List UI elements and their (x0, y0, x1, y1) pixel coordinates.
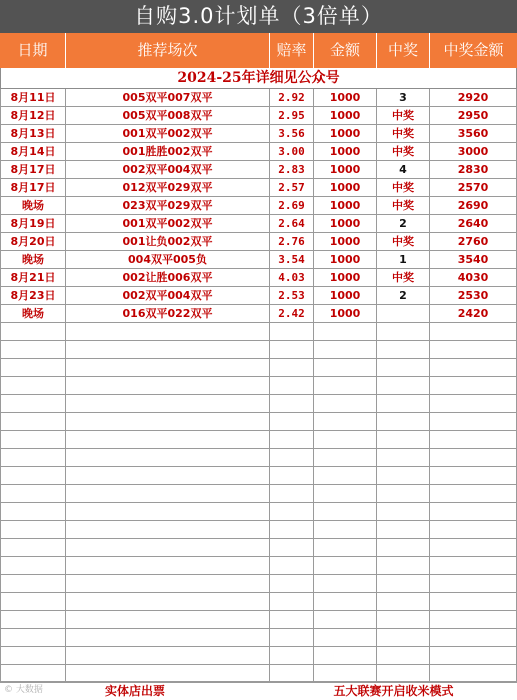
odds-cell (270, 341, 314, 358)
table-row[interactable] (0, 233, 517, 251)
table-row[interactable] (0, 305, 517, 323)
hit-cell (377, 359, 430, 376)
amount-cell: 1000 (314, 89, 377, 106)
hit-cell (377, 611, 430, 628)
table-row[interactable] (0, 539, 517, 557)
table-row[interactable] (0, 377, 517, 395)
date-cell: 8月13日 (0, 125, 66, 142)
odds-cell (270, 413, 314, 430)
hit-cell: 中奖 (377, 269, 430, 286)
match-cell (66, 359, 270, 376)
hit-cell (377, 413, 430, 430)
hit-cell (377, 305, 430, 322)
table-row[interactable] (0, 89, 517, 107)
amount-cell (314, 539, 377, 556)
table-row[interactable] (0, 287, 517, 305)
match-cell: 002双平004双平 (66, 161, 270, 178)
hit-cell (377, 323, 430, 340)
prize-cell (430, 575, 517, 592)
amount-cell (314, 413, 377, 430)
prize-cell: 3000 (430, 143, 517, 160)
date-cell (0, 557, 66, 574)
odds-cell: 3.00 (270, 143, 314, 160)
hit-cell (377, 341, 430, 358)
prize-cell: 2530 (430, 287, 517, 304)
amount-cell (314, 395, 377, 412)
hit-cell: 2 (377, 287, 430, 304)
amount-cell (314, 503, 377, 520)
odds-cell (270, 467, 314, 484)
table-row[interactable] (0, 503, 517, 521)
amount-cell (314, 557, 377, 574)
amount-cell (314, 341, 377, 358)
table-row[interactable] (0, 431, 517, 449)
prize-cell (430, 323, 517, 340)
amount-cell: 1000 (314, 197, 377, 214)
table-row[interactable] (0, 179, 517, 197)
amount-cell (314, 647, 377, 664)
date-cell (0, 575, 66, 592)
table-row[interactable] (0, 251, 517, 269)
odds-cell (270, 377, 314, 394)
amount-cell (314, 629, 377, 646)
match-cell: 001双平002双平 (66, 125, 270, 142)
table-row[interactable] (0, 611, 517, 629)
date-cell (0, 431, 66, 448)
prize-cell: 2920 (430, 89, 517, 106)
odds-cell: 2.42 (270, 305, 314, 322)
amount-cell: 1000 (314, 251, 377, 268)
prize-cell: 3540 (430, 251, 517, 268)
hit-cell (377, 521, 430, 538)
prize-cell: 2420 (430, 305, 517, 322)
odds-cell: 2.53 (270, 287, 314, 304)
hit-cell: 中奖 (377, 143, 430, 160)
match-cell (66, 647, 270, 664)
odds-cell (270, 323, 314, 340)
amount-cell (314, 521, 377, 538)
date-cell: 8月20日 (0, 233, 66, 250)
match-cell (66, 575, 270, 592)
table-row[interactable] (0, 269, 517, 287)
amount-cell (314, 485, 377, 502)
match-cell: 001让负002双平 (66, 233, 270, 250)
hit-cell: 2 (377, 215, 430, 232)
table-row[interactable] (0, 647, 517, 665)
date-cell (0, 539, 66, 556)
date-cell (0, 629, 66, 646)
table-row[interactable] (0, 449, 517, 467)
amount-cell: 1000 (314, 269, 377, 286)
hit-cell: 1 (377, 251, 430, 268)
odds-cell: 2.76 (270, 233, 314, 250)
prize-cell: 2760 (430, 233, 517, 250)
date-cell: 8月12日 (0, 107, 66, 124)
date-cell (0, 485, 66, 502)
date-cell (0, 449, 66, 466)
date-cell (0, 665, 66, 682)
amount-cell (314, 467, 377, 484)
prize-cell (430, 647, 517, 664)
match-cell (66, 503, 270, 520)
watermark-logo: © 大数据 (4, 685, 43, 695)
date-cell: 8月19日 (0, 215, 66, 232)
amount-cell: 1000 (314, 305, 377, 322)
odds-cell: 2.95 (270, 107, 314, 124)
date-cell (0, 593, 66, 610)
match-cell (66, 611, 270, 628)
hit-cell (377, 467, 430, 484)
odds-cell: 4.03 (270, 269, 314, 286)
date-cell (0, 323, 66, 340)
date-cell (0, 341, 66, 358)
prize-cell: 3560 (430, 125, 517, 142)
table-row[interactable] (0, 359, 517, 377)
prize-cell (430, 539, 517, 556)
prize-cell (430, 341, 517, 358)
match-cell (66, 341, 270, 358)
odds-cell: 3.54 (270, 251, 314, 268)
table-row[interactable] (0, 413, 517, 431)
hit-cell (377, 629, 430, 646)
hit-cell (377, 647, 430, 664)
prize-cell (430, 557, 517, 574)
amount-cell (314, 665, 377, 682)
match-cell (66, 593, 270, 610)
match-cell: 002让胜006双平 (66, 269, 270, 286)
prize-cell (430, 611, 517, 628)
hit-cell: 中奖 (377, 233, 430, 250)
date-cell (0, 413, 66, 430)
amount-cell: 1000 (314, 179, 377, 196)
amount-cell: 1000 (314, 107, 377, 124)
col-odds-header[interactable]: 赔率 (270, 33, 314, 68)
odds-cell: 2.69 (270, 197, 314, 214)
date-cell (0, 359, 66, 376)
table-row[interactable] (0, 557, 517, 575)
odds-cell: 2.64 (270, 215, 314, 232)
prize-cell: 2830 (430, 161, 517, 178)
amount-cell (314, 611, 377, 628)
odds-cell (270, 503, 314, 520)
date-cell: 8月17日 (0, 161, 66, 178)
sheet-title: 自购3.0计划单（3倍单） (0, 0, 517, 33)
hit-cell (377, 557, 430, 574)
col-prize-header[interactable]: 中奖金额 (443, 41, 504, 59)
match-cell (66, 377, 270, 394)
prize-cell (430, 629, 517, 646)
odds-cell (270, 593, 314, 610)
table-row[interactable] (0, 107, 517, 125)
prize-cell: 2640 (430, 215, 517, 232)
match-cell: 023双平029双平 (66, 197, 270, 214)
match-cell (66, 467, 270, 484)
prize-cell (430, 485, 517, 502)
prize-cell (430, 413, 517, 430)
match-cell: 005双平008双平 (66, 107, 270, 124)
hit-cell (377, 431, 430, 448)
col-amount-header[interactable]: 金额 (314, 33, 377, 68)
prize-cell (430, 593, 517, 610)
amount-cell (314, 593, 377, 610)
hit-cell (377, 395, 430, 412)
odds-cell (270, 359, 314, 376)
prize-cell (430, 377, 517, 394)
table-row[interactable] (0, 593, 517, 611)
footer-right-note: 五大联赛开启收米模式 (333, 684, 454, 698)
table-row[interactable] (0, 161, 517, 179)
odds-cell: 2.57 (270, 179, 314, 196)
amount-cell (314, 377, 377, 394)
footer-left-note: 实体店出票 (104, 684, 165, 698)
date-cell: 8月21日 (0, 269, 66, 286)
date-cell: 晚场 (0, 197, 66, 214)
odds-cell (270, 485, 314, 502)
prize-cell (430, 521, 517, 538)
table-row[interactable] (0, 485, 517, 503)
amount-cell: 1000 (314, 287, 377, 304)
match-cell: 002双平004双平 (66, 287, 270, 304)
match-cell (66, 485, 270, 502)
footer-bar (0, 681, 517, 700)
table-row[interactable] (0, 197, 517, 215)
col-hit-header[interactable]: 中奖 (377, 33, 430, 68)
table-row[interactable] (0, 143, 517, 161)
match-cell (66, 665, 270, 682)
match-cell (66, 431, 270, 448)
hit-cell (377, 503, 430, 520)
prize-cell: 4030 (430, 269, 517, 286)
prize-cell: 2570 (430, 179, 517, 196)
odds-cell (270, 431, 314, 448)
prize-cell: 2690 (430, 197, 517, 214)
hit-cell (377, 449, 430, 466)
match-cell: 001双平002双平 (66, 215, 270, 232)
date-cell: 晚场 (0, 305, 66, 322)
prize-cell (430, 503, 517, 520)
amount-cell (314, 449, 377, 466)
odds-cell (270, 647, 314, 664)
match-cell (66, 323, 270, 340)
hit-cell: 中奖 (377, 107, 430, 124)
plan-table (0, 89, 517, 683)
odds-cell (270, 629, 314, 646)
odds-cell (270, 557, 314, 574)
prize-cell (430, 395, 517, 412)
prize-cell (430, 449, 517, 466)
table-row[interactable] (0, 575, 517, 593)
date-cell (0, 647, 66, 664)
match-cell: 012双平029双平 (66, 179, 270, 196)
date-cell (0, 521, 66, 538)
hit-cell: 中奖 (377, 179, 430, 196)
odds-cell (270, 449, 314, 466)
match-cell (66, 557, 270, 574)
date-cell (0, 377, 66, 394)
odds-cell (270, 611, 314, 628)
match-cell (66, 521, 270, 538)
table-row[interactable] (0, 629, 517, 647)
table-row[interactable] (0, 467, 517, 485)
prize-cell: 2950 (430, 107, 517, 124)
hit-cell (377, 539, 430, 556)
odds-cell (270, 575, 314, 592)
prize-cell (430, 359, 517, 376)
amount-cell: 1000 (314, 125, 377, 142)
prize-cell (430, 665, 517, 682)
match-cell: 001胜胜002双平 (66, 143, 270, 160)
amount-cell: 1000 (314, 233, 377, 250)
table-row[interactable] (0, 395, 517, 413)
hit-cell (377, 593, 430, 610)
match-cell (66, 629, 270, 646)
odds-cell (270, 665, 314, 682)
hit-cell: 4 (377, 161, 430, 178)
odds-cell: 2.83 (270, 161, 314, 178)
match-cell (66, 539, 270, 556)
match-cell: 004双平005负 (66, 251, 270, 268)
date-cell (0, 467, 66, 484)
date-cell: 8月23日 (0, 287, 66, 304)
hit-cell: 中奖 (377, 197, 430, 214)
odds-cell (270, 395, 314, 412)
match-cell (66, 395, 270, 412)
amount-cell (314, 359, 377, 376)
date-cell (0, 395, 66, 412)
date-cell: 8月14日 (0, 143, 66, 160)
match-cell: 016双平022双平 (66, 305, 270, 322)
amount-cell (314, 323, 377, 340)
date-cell (0, 503, 66, 520)
table-row[interactable] (0, 323, 517, 341)
date-cell: 8月17日 (0, 179, 66, 196)
match-cell (66, 449, 270, 466)
hit-cell: 3 (377, 89, 430, 106)
hit-cell: 中奖 (377, 125, 430, 142)
amount-cell (314, 575, 377, 592)
hit-cell (377, 377, 430, 394)
date-cell: 8月11日 (0, 89, 66, 106)
hit-cell (377, 485, 430, 502)
table-row[interactable] (0, 341, 517, 359)
match-cell: 005双平007双平 (66, 89, 270, 106)
odds-cell (270, 539, 314, 556)
table-row[interactable] (0, 215, 517, 233)
notice-banner: 2024-25年详细见公众号 (0, 68, 517, 89)
col-match-header[interactable]: 推荐场次 (66, 33, 270, 68)
table-row[interactable] (0, 521, 517, 539)
col-date-header[interactable]: 日期 (0, 33, 66, 68)
table-row[interactable] (0, 125, 517, 143)
odds-cell: 3.56 (270, 125, 314, 142)
amount-cell: 1000 (314, 143, 377, 160)
amount-cell: 1000 (314, 161, 377, 178)
date-cell: 晚场 (0, 251, 66, 268)
amount-cell (314, 431, 377, 448)
prize-cell (430, 467, 517, 484)
match-cell (66, 413, 270, 430)
column-header-row (0, 33, 517, 68)
hit-cell (377, 665, 430, 682)
odds-cell: 2.92 (270, 89, 314, 106)
date-cell (0, 611, 66, 628)
prize-cell (430, 431, 517, 448)
odds-cell (270, 521, 314, 538)
amount-cell: 1000 (314, 215, 377, 232)
hit-cell (377, 575, 430, 592)
